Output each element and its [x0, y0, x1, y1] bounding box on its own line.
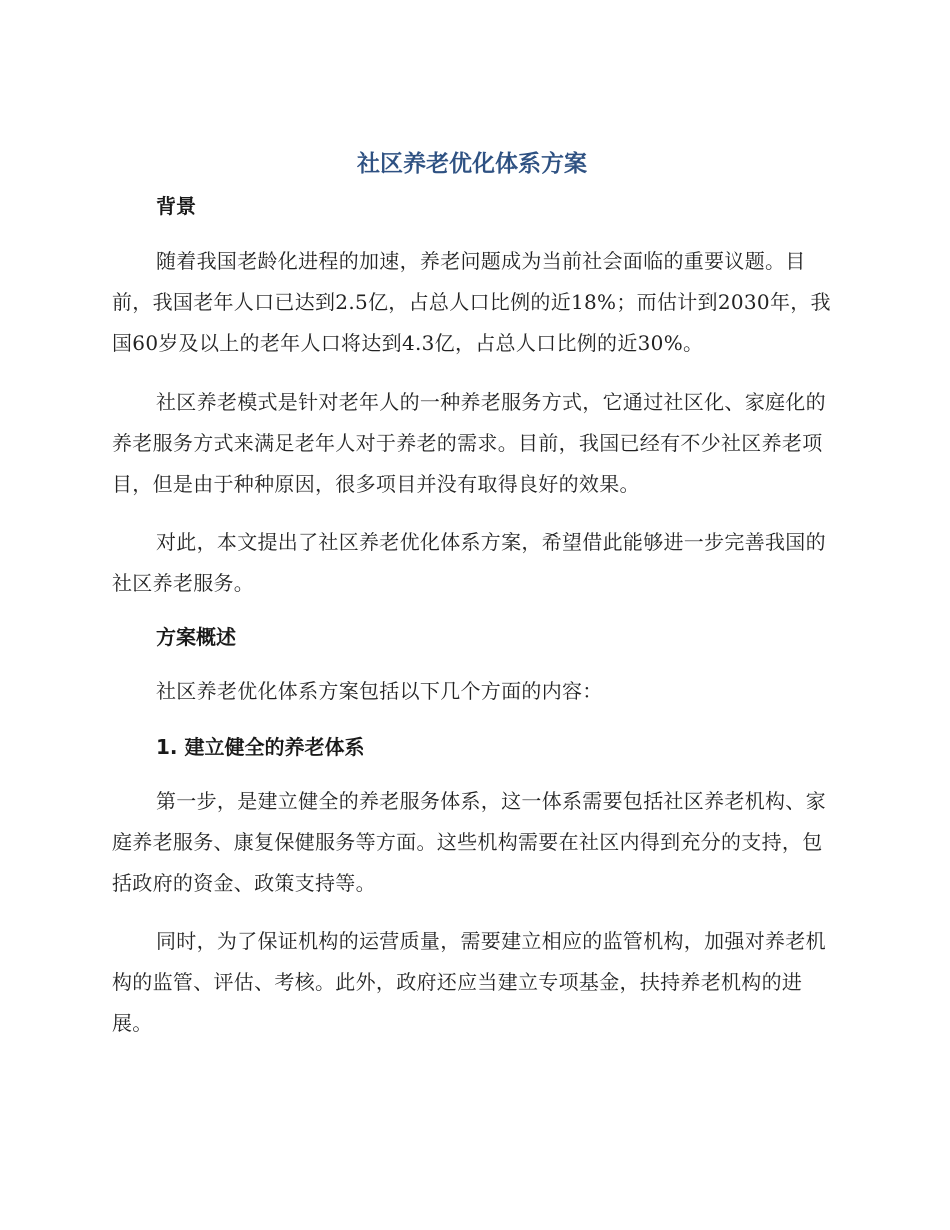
paragraph-background-2: 社区养老模式是针对老年人的一种养老服务方式，它通过社区化、家庭化的养老服务方式来满足老年人对于养老的需求。目前，我国已经有不少社区养老项目，但是由于种种原因，很多项目并没有取得良好的效果。 [112, 390, 826, 496]
document-title: 社区养老优化体系方案 [357, 151, 587, 177]
paragraph-overview-intro: 社区养老优化体系方案包括以下几个方面的内容： [156, 679, 603, 703]
paragraph-item1-2: 同时，为了保证机构的运营质量，需要建立相应的监管机构，加强对养老机构的监管、评估、考核。此外，政府还应当建立专项基金，扶持养老机构的进展。 [112, 929, 826, 1035]
section-heading-item1: 1. 建立健全的养老体系 [156, 735, 365, 759]
paragraph-item1-1: 第一步，是建立健全的养老服务体系，这一体系需要包括社区养老机构、家庭养老服务、康复保健服务等方面。这些机构需要在社区内得到充分的支持，包括政府的资金、政策支持等。 [112, 789, 826, 895]
paragraph-background-3: 对此，本文提出了社区养老优化体系方案，希望借此能够进一步完善我国的社区养老服务。 [112, 530, 826, 595]
section-heading-overview: 方案概述 [156, 625, 236, 649]
section-heading-background: 背景 [156, 194, 196, 218]
paragraph-background-1: 随着我国老龄化进程的加速，养老问题成为当前社会面临的重要议题。目前，我国老年人口已达到2.5亿，占总人口比例的近18%；而估计到2030年，我国60岁及以上的老年人口将达到4.3亿，占总人口比例的近30%。 [112, 249, 831, 355]
